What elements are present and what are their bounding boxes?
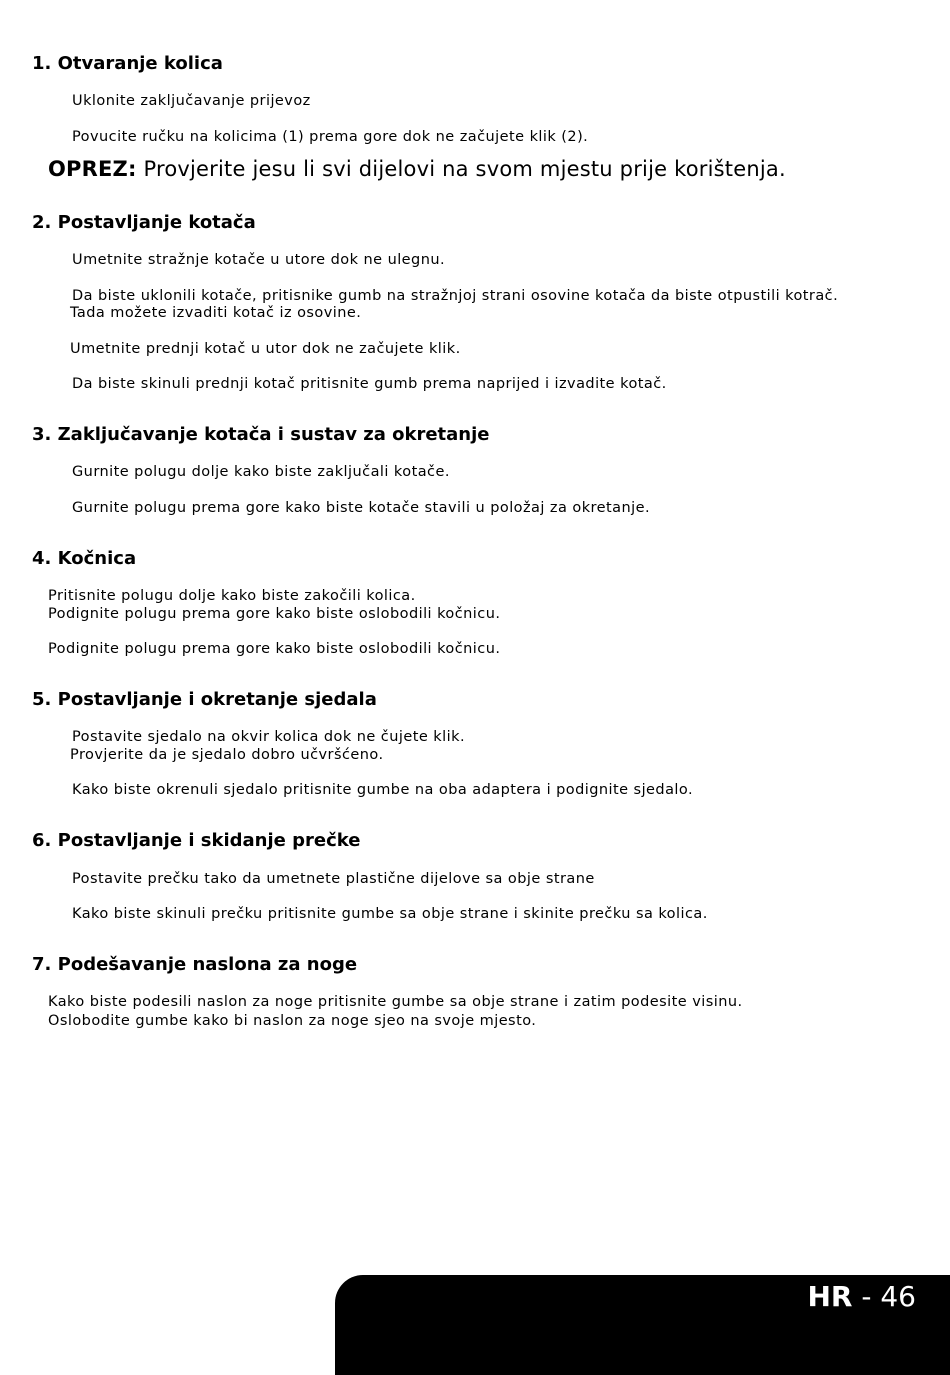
section-3-line-1: Gurnite polugu dolje kako biste zaključali kotače. [72,464,450,480]
section-3-line-2: Gurnite polugu prema gore kako biste kotače stavili u položaj za okretanje. [72,500,651,516]
section-1-heading: 1. Otvaranje kolica [32,53,223,74]
section-1-line-1: Uklonite zaključavanje prijevoz [72,93,311,109]
section-5-heading: 5. Postavljanje i okretanje sjedala [32,689,377,710]
section-4-line-1: Pritisnite polugu dolje kako biste zakočili kolica. [48,588,416,604]
section-2-line-3: Tada možete izvaditi kotač iz osovine. [70,305,362,321]
section-7-line-1: Kako biste podesili naslon za noge pritisnite gumbe sa obje strane i zatim podesite visinu. [48,994,743,1010]
section-5-line-2: Provjerite da je sjedalo dobro učvršćeno. [70,747,384,763]
caution-text: Provjerite jesu li svi dijelovi na svom mjestu prije korištenja. [136,157,786,181]
section-3-heading: 3. Zaključavanje kotača i sustav za okretanje [32,424,490,445]
page-number: 46 [880,1280,916,1313]
caution-label: OPREZ: [48,157,137,181]
section-6-line-2: Kako biste skinuli prečku pritisnite gumbe sa obje strane i skinite prečku sa kolica. [72,906,708,922]
section-6-line-1: Postavite prečku tako da umetnete plastične dijelove sa obje strane [72,871,595,887]
section-4-heading: 4. Kočnica [32,548,137,569]
section-2-line-4: Umetnite prednji kotač u utor dok ne začujete klik. [70,341,461,357]
section-1-line-2: Povucite ručku na kolicima (1) prema gore dok ne začujete klik (2). [72,129,589,145]
section-4-line-3: Podignite polugu prema gore kako biste oslobodili kočnicu. [48,641,501,657]
section-5-line-1: Postavite sjedalo na okvir kolica dok ne čujete klik. [72,729,465,745]
page-number-label [807,1280,916,1314]
section-2-line-1: Umetnite stražnje kotače u utore dok ne ulegnu. [72,252,446,268]
caution-note [48,156,786,182]
section-4-line-2: Podignite polugu prema gore kako biste oslobodili kočnicu. [48,606,501,622]
section-7-line-2: Oslobodite gumbe kako bi naslon za noge sjeo na svoje mjesto. [48,1013,537,1029]
language-code: HR [807,1280,853,1313]
section-2-line-2: Da biste uklonili kotače, pritisnike gumb na stražnjoj strani osovine kotača da biste otpustili kotrač. [72,288,839,304]
section-2-line-5: Da biste skinuli prednji kotač pritisnite gumb prema naprijed i izvadite kotač. [72,376,667,392]
section-7-heading: 7. Podešavanje naslona za noge [32,954,358,975]
section-6-heading: 6. Postavljanje i skidanje prečke [32,830,361,851]
section-5-line-3: Kako biste okrenuli sjedalo pritisnite gumbe na oba adaptera i podignite sjedalo. [72,782,694,798]
section-2-heading: 2. Postavljanje kotača [32,212,256,233]
page-separator: - [852,1280,881,1313]
